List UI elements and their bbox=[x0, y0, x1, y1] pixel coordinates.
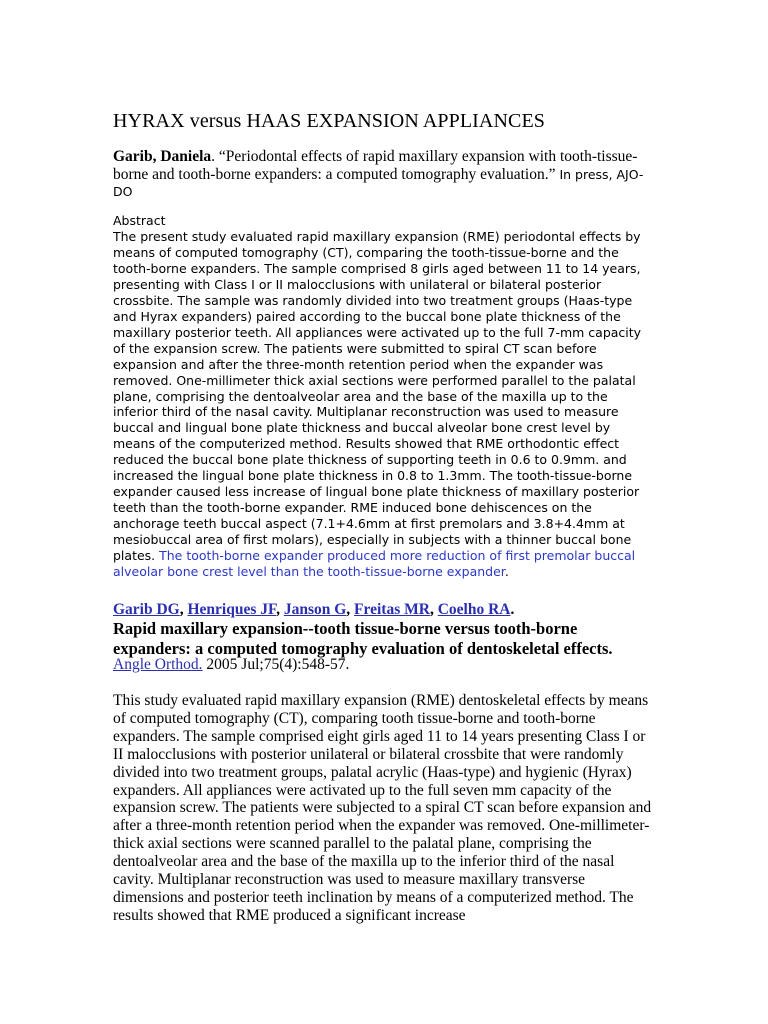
abstract-text: The present study evaluated rapid maxillary expansion (RME) periodontal effects by means of computed tomography (CT), comparing the tooth-tissue-borne and the tooth-borne expanders. The sample comprised 8 girls aged between 11 to 14 years, presenting with Class I or II malocclusions with unilateral or bilateral posterior crossbite. The sample was randomly divided into two treatment groups (Haas-type and Hyrax expanders) paired according to the buccal bone plate thickness of the maxillary posterior teeth. All appliances were activated up to the full 7-mm capacity of the expansion screw. The patients were submitted to spiral CT scan before expansion and after the three-month retention period when the expander was removed. One-millimeter thick axial sections were performed parallel to the palatal plane, comprising the dentoalveolar area and the base of the maxilla up to the inferior third of the nasal cavity. Multiplanar reconstruction was used to measure buccal and lingual bone plate thickness and buccal alveolar bone crest level by means of the computerized method. Results showed that RME orthodontic effect reduced the buccal bone plate thickness of supporting teeth in 0.6 to 0.9mm. and increased the lingual bone plate thickness in 0.8 to 1.3mm. The tooth-tissue-borne expander caused less increase of lingual bone plate thickness of maxillary posterior teeth than the tooth-borne expander. RME induced bone dehiscences on the anchorage teeth buccal aspect (7.1+4.6mm at first premolars and 3.8+4.4mm at mesiobuccal area of first molars), especially in subjects with a thinner buccal bone plates. bbox=[113, 229, 642, 564]
author-separator: , bbox=[179, 601, 188, 618]
authors-end: . bbox=[510, 601, 515, 618]
author-separator: , bbox=[346, 601, 355, 618]
author-separator: , bbox=[276, 601, 284, 618]
citation-2-title: Rapid maxillary expansion--tooth tissue-borne versus tooth-borne expanders: a computed tomography evaluation of dentoskeletal effects. bbox=[113, 619, 613, 658]
citation-2-authors bbox=[113, 600, 653, 620]
citation-1-title: “Periodontal effects of rapid maxillary expansion with tooth-tissue-borne and tooth-borne expanders: a computed tomography evaluation.” bbox=[113, 148, 638, 183]
abstract-highlighted-conclusion: The tooth-borne expander produced more reduction of first premolar buccal alveolar bone crest level than the tooth-tissue-borne expander bbox=[113, 548, 636, 580]
citation-1-separator: . bbox=[211, 148, 219, 165]
citation-1 bbox=[113, 148, 653, 201]
abstract-body bbox=[113, 229, 648, 580]
journal-link[interactable]: Angle Orthod. bbox=[113, 656, 203, 673]
author-link-garib[interactable]: Garib DG bbox=[113, 601, 180, 618]
author-link-henriques[interactable]: Henriques JF bbox=[187, 601, 277, 618]
author-link-freitas[interactable]: Freitas MR bbox=[354, 601, 430, 618]
author-link-janson[interactable]: Janson G bbox=[283, 601, 347, 618]
citation-2-journal bbox=[113, 656, 653, 674]
citation-1-status: In press, AJO-DO bbox=[113, 166, 644, 199]
abstract-heading: Abstract bbox=[113, 213, 166, 228]
journal-reference: 2005 Jul;75(4):548-57. bbox=[202, 656, 350, 673]
citation-2-abstract-body: This study evaluated rapid maxillary expansion (RME) dentoskeletal effects by means of computed tomography (CT), comparing tooth tissue-borne and tooth-borne expanders. The sample comprised eight girls aged 11 to 14 years presenting Class I or II malocclusions with posterior unilateral or bilateral crossbite that were randomly divided into two treatment groups, palatal acrylic (Haas-type) and hygienic (Hyrax) expanders. All appliances were activated up to the full seven mm capacity of the expansion screw. The patients were subjected to a spiral CT scan before expansion and after a three-month retention period when the expander was removed. One-millimeter-thick axial sections were scanned parallel to the palatal plane, comprising the dentoalveolar area and the base of the maxilla up to the inferior third of the nasal cavity. Multiplanar reconstruction was used to measure maxillary transverse dimensions and posterior teeth inclination by means of a computerized method. The results showed that RME produced a significant increase bbox=[113, 692, 652, 924]
citation-1-author: Garib, Daniela bbox=[113, 148, 212, 165]
abstract-end: . bbox=[504, 564, 509, 580]
author-link-coelho[interactable]: Coelho RA bbox=[437, 601, 511, 618]
document-title: HYRAX versus HAAS EXPANSION APPLIANCES bbox=[113, 110, 546, 132]
author-separator: , bbox=[429, 601, 438, 618]
